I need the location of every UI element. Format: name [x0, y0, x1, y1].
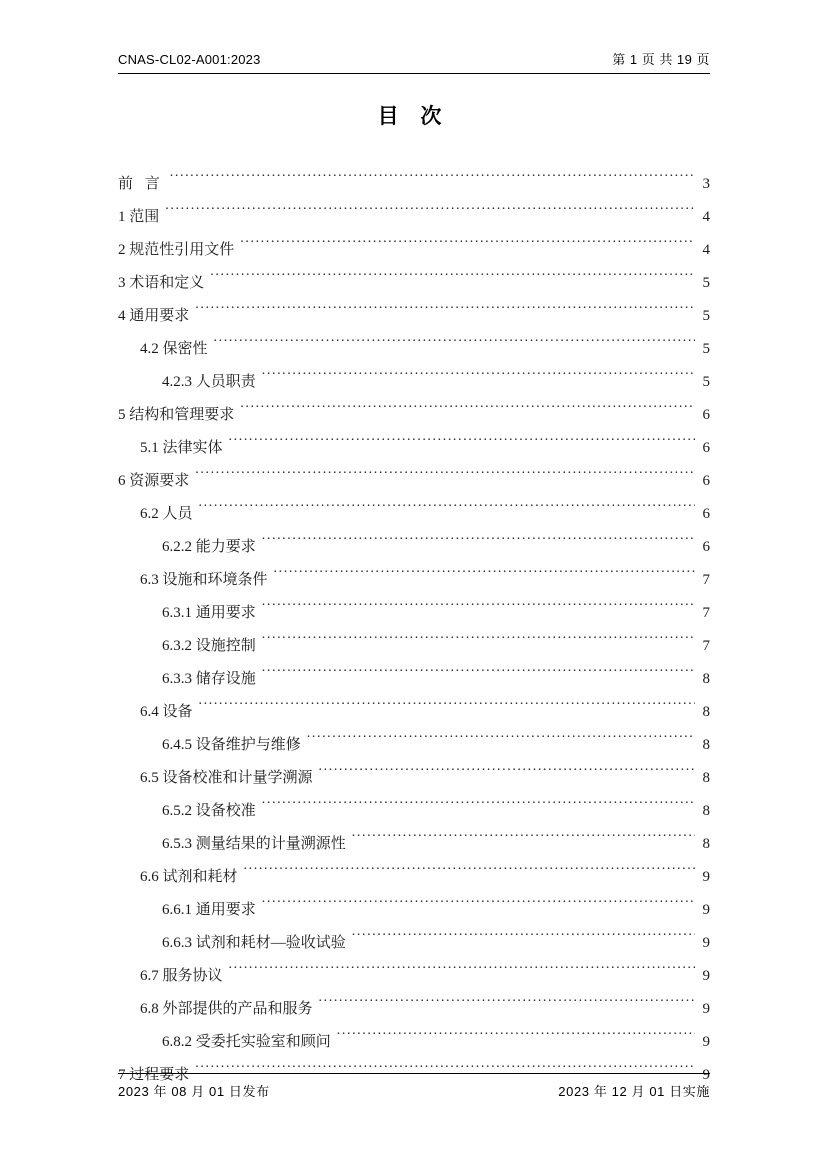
toc-entry-label: 6.3.2 设施控制 [162, 638, 256, 654]
toc-entry-page: 9 [702, 902, 710, 918]
toc-entry[interactable] [118, 894, 710, 927]
toc-entry-label: 6 资源要求 [118, 473, 190, 489]
toc-entry[interactable] [118, 564, 710, 597]
toc-leader-dots [262, 602, 695, 617]
toc-leader-dots [229, 965, 695, 980]
toc-entry-label: 6.5 设备校准和计量学溯源 [140, 770, 313, 786]
toc-entry[interactable] [118, 432, 710, 465]
toc-entry-label: 5.1 法律实体 [140, 440, 223, 456]
toc-entry-label: 6.5.2 设备校准 [162, 803, 256, 819]
toc-entry-page: 8 [702, 836, 710, 852]
toc-entry[interactable] [118, 1026, 710, 1059]
toc-leader-dots [262, 800, 695, 815]
toc-entry-page: 9 [702, 968, 710, 984]
toc-entry-label: 6.3.1 通用要求 [162, 605, 256, 621]
toc-entry-page: 4 [702, 242, 710, 258]
toc-leader-dots [274, 569, 695, 584]
toc-leader-dots [307, 734, 695, 749]
toc-entry[interactable] [118, 927, 710, 960]
toc-entry-page: 7 [702, 638, 710, 654]
toc-leader-dots [262, 536, 695, 551]
toc-entry-label: 3 术语和定义 [118, 275, 205, 291]
toc-entry-page: 6 [702, 506, 710, 522]
toc-leader-dots [262, 371, 695, 386]
page-header [118, 52, 710, 74]
toc-leader-dots [262, 899, 695, 914]
toc-entry[interactable] [118, 795, 710, 828]
toc-entry[interactable] [118, 828, 710, 861]
toc-leader-dots [319, 767, 695, 782]
toc-leader-dots [170, 173, 695, 188]
toc-entry-label: 6.2 人员 [140, 506, 193, 522]
toc-leader-dots [210, 272, 695, 287]
toc-entry-page: 9 [702, 1034, 710, 1050]
issue-date: 2023 年 08 月 01 日发布 [118, 1084, 270, 1099]
toc-entry-label: 2 规范性引用文件 [118, 242, 235, 258]
toc-leader-dots [214, 338, 695, 353]
toc-entry-label: 6.8 外部提供的产品和服务 [140, 1001, 313, 1017]
toc-entry-page: 9 [702, 869, 710, 885]
toc-entry-page: 9 [702, 1001, 710, 1017]
table-of-contents [118, 168, 710, 1092]
toc-leader-dots [240, 404, 695, 419]
toc-leader-dots [352, 833, 695, 848]
toc-entry[interactable] [118, 729, 710, 762]
toc-entry[interactable] [118, 168, 710, 201]
toc-entry-label: 6.4 设备 [140, 704, 193, 720]
toc-entry-label: 6.2.2 能力要求 [162, 539, 256, 555]
toc-entry-page: 6 [702, 407, 710, 423]
toc-entry-page: 7 [702, 572, 710, 588]
page-footer [118, 1073, 710, 1100]
toc-entry-page: 5 [702, 308, 710, 324]
toc-entry-page: 9 [702, 935, 710, 951]
effective-date: 2023 年 12 月 01 日实施 [558, 1084, 710, 1099]
toc-entry[interactable] [118, 630, 710, 663]
toc-entry[interactable] [118, 597, 710, 630]
toc-entry-label: 6.3.3 储存设施 [162, 671, 256, 687]
toc-entry[interactable] [118, 465, 710, 498]
toc-leader-dots [319, 998, 695, 1013]
toc-entry[interactable] [118, 696, 710, 729]
toc-leader-dots [337, 1031, 695, 1046]
toc-entry-page: 6 [702, 539, 710, 555]
toc-entry-label: 6.6 试剂和耗材 [140, 869, 238, 885]
toc-entry-label: 4.2 保密性 [140, 341, 208, 357]
toc-entry-label: 6.3 设施和环境条件 [140, 572, 268, 588]
toc-leader-dots [199, 503, 695, 518]
toc-entry-page: 8 [702, 704, 710, 720]
toc-entry-label: 4 通用要求 [118, 308, 190, 324]
toc-entry-label: 6.4.5 设备维护与维修 [162, 737, 301, 753]
page-number: 第 1 页 共 19 页 [612, 52, 710, 67]
toc-entry[interactable] [118, 663, 710, 696]
toc-entry-page: 7 [702, 605, 710, 621]
toc-entry-label: 5 结构和管理要求 [118, 407, 235, 423]
toc-leader-dots [262, 668, 695, 683]
toc-entry-label: 6.8.2 受委托实验室和顾问 [162, 1034, 331, 1050]
toc-entry[interactable] [118, 960, 710, 993]
toc-leader-dots [262, 635, 695, 650]
toc-leader-dots [195, 305, 695, 320]
toc-entry[interactable] [118, 300, 710, 333]
toc-entry-page: 5 [702, 374, 710, 390]
toc-entry-label: 前 言 [118, 176, 164, 192]
toc-leader-dots [352, 932, 695, 947]
toc-entry-page: 6 [702, 440, 710, 456]
toc-entry[interactable] [118, 531, 710, 564]
toc-entry-page: 5 [702, 341, 710, 357]
page-title: 目 次 [377, 105, 450, 128]
toc-entry[interactable] [118, 333, 710, 366]
toc-entry[interactable] [118, 762, 710, 795]
document-code: CNAS-CL02-A001:2023 [118, 52, 261, 67]
toc-entry-label: 7 过程要求 [118, 1067, 190, 1083]
toc-entry[interactable] [118, 201, 710, 234]
toc-leader-dots [199, 701, 695, 716]
toc-entry-page: 8 [702, 737, 710, 753]
toc-entry-page: 8 [702, 803, 710, 819]
toc-entry-label: 6.6.1 通用要求 [162, 902, 256, 918]
toc-entry-page: 5 [702, 275, 710, 291]
toc-entry-page: 6 [702, 473, 710, 489]
toc-entry[interactable] [118, 366, 710, 399]
toc-entry[interactable] [118, 993, 710, 1026]
toc-entry-label: 4.2.3 人员职责 [162, 374, 256, 390]
toc-entry-page: 9 [702, 1067, 710, 1083]
toc-leader-dots [240, 239, 695, 254]
toc-leader-dots [165, 206, 695, 221]
toc-entry-label: 6.6.3 试剂和耗材—验收试验 [162, 935, 346, 951]
toc-entry[interactable] [118, 861, 710, 894]
toc-leader-dots [244, 866, 695, 881]
toc-entry[interactable] [118, 498, 710, 531]
toc-leader-dots [195, 470, 695, 485]
toc-entry[interactable] [118, 399, 710, 432]
toc-entry-label: 6.7 服务协议 [140, 968, 223, 984]
toc-entry-label: 1 范围 [118, 209, 160, 225]
toc-entry[interactable] [118, 267, 710, 300]
toc-entry[interactable] [118, 234, 710, 267]
toc-entry-page: 4 [702, 209, 710, 225]
toc-entry-page: 8 [702, 671, 710, 687]
toc-leader-dots [229, 437, 695, 452]
toc-entry-page: 8 [702, 770, 710, 786]
toc-entry-label: 6.5.3 测量结果的计量溯源性 [162, 836, 346, 852]
toc-entry-page: 3 [702, 176, 710, 192]
